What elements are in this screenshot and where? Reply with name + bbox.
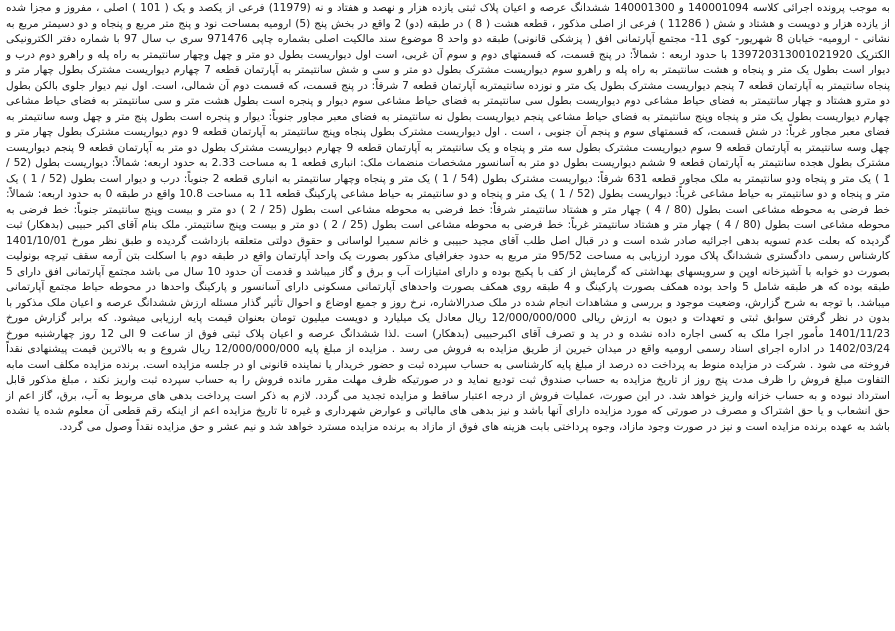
notice-body-text: به موجب پرونده اجرائی کلاسه 140001094 و 140001300 ششدانگ عرصه و اعیان پلاک ثبتی یازده هزار و نهصد و هفتاد و نه (11979) فرعی از یکصد و یک ( 101 ) اصلی ، مفروز و مجزا شده از یازده هزار و دویست و هشتاد و شش ( 11286 ) فرعی از اصلی مذکور ، قطعه هشت ( 8 ) در طبقه (دو) 2 واقع در بخش پنج (5) ارومیه بمساحت نود و پنج متر مربع و پنجاه و دو دسیمتر مربع به نشانی - ارومیه- خیابان 8 شهریور- کوی 11- مجتمع آپارتمانی افق ( پزشکی قانونی) طبقه دو واحد 8 موضوع سند مالکیت اصلی بشماره چاپی 971476 سری ب سال 97 با شماره دفتر الکترونیکی الکتریک 139720313001021920 با حدود اربعه : شمالاً: در پنج قسمت، که قسمتهای دوم و سوم آن غربی، است اول دیواریست بطول دو متر و چهل وچهار سانتیمتر به راه پله و راهرو دوم درب و دیوار است بطول یک متر و پنجاه و هشت سانتیمتر به راه پله و راهرو سوم دیواریست مشترک بطول دو متر و سی و شش سانتیمتر به آپارتمان قطعه 7 چهارم دیواریست مشترک بطول چهار متر و پنجاه سانتیمتر به آپارتمان قطعه 7 پنجم دیواریست مشترک بطول یک متر و نوزده سانتیمتربه آپارتمان قطعه 7 شرقاً: در پنج قسمت، که قسمت دوم آن شمالی، است. اول نیم دیوار جلوی بالکن بطول دو مترو هشتاد و چهار سانتیمتر به فضای حیاط مشاعی دوم دیواریست بطول سی سانتیمتر به فضای حیاط مشاعی سوم دیوار و پنجره است بطول هشت متر و سی سانتیمتر به فضای حیاط مشاعی چهارم دیواریست بطول یک متر و پنجاه وپنج سانتیمتر به فضای حیاط مشاعی پنجم دیواریست بطول نه سانتیمتر به فضای معبر مجاور جنوباً: دیوار و پنجره است بطول پنج متر و چهل وسه سانتیمتر به فضای معبر مجاور غرباً: در شش قسمت، که قسمتهای سوم و پنجم آن جنوبی ، است . اول دیواریست مشترک بطول پنجاه وپنج سانتیمتر به آپارتمان قطعه 9 دوم دیواریست مشترک بطول چهار متر و چهل وسه سانتیمتر به آپارتمان قطعه 9 سوم دیواریست مشترک بطول سه متر و پنجاه و یک سانتیمتر به آپارتمان قطعه 9 چهارم دیواریست مشترک بطول دو متر به آپارتمان قطعه 9 پنجم دیواریست مشترک بطول هجده سانتیمتر به آپارتمان قطعه 9 ششم دیواریست بطول دو متر به آسانسور مشخصات منضمات ملک: انباری قطعه 1 به مساحت 2.33 به حدود اربعه: شمالاً: دیواریست بطول (52 / 1 ) یک متر و پنجاه ودو سانتیمتر به ملک مجاور قطعه 631 شرقاً: دیواریست مشترک بطول (54 / 1 ) یک متر و پنجاه وچهار سانتیمتر به انباری قطعه 2 جنوباً: درب و دیوار است بطول (52 / 1 ) یک متر و پنجاه و دو سانتیمتر به حیاط مشاعی غرباً: دیواریست بطول (52 / 1 ) یک متر و پنجاه و دو سانتیمتر به حیاط مشاعی پارکینگ قطعه 11 به مساحت 10.8 واقع در طبقه 0 به حدود اربعه: شمالاً: خط فرضی به محوطه مشاعی است بطول (80 / 4 ) چهار متر و هشتاد سانتیمتر شرقاً: خط فرضی به محوطه مشاعی است بطول (25 / 2 ) دو متر و بیست وپنج سانتیمتر جنوباً: خط فرضی به محوطه مشاعی است بطول (80 / 4 ) چهار متر و هشتاد سانتیمتر غرباً: خط فرضی به محوطه مشاعی است بطول (25 / 2 ) دو متر و بیست وپنج سانتیمتر. ملک بنام آقای اکبر حبیبی (بدهکار) ثبت گردیده که بعلت عدم تسویه بدهی اجرائیه صادر شده است و در قبال اصل طلب آقای مجید حبیبی و خانم سمیرا لواسانی و حقوق دولتی متعلقه بازداشت گردیده و طبق نظر مورخ 1401/10/01 کارشناس رسمی دادگستری ششدانگ پلاک مورد ارزیابی به مساحت 95/52 متر مربع به حدود جغرافیای مذکور بصورت یک واحد آپارتمان واقع در طبقه دوم با اسکلت بتن آرمه سقف تیرچه بونولیت بصورت دو خوابه با آشپزخانه اوپن و سرویسهای بهداشتی که گرمایش از کف با پکیج بوده و دارای امتیازات آب و برق و گاز میباشد و قدمت آن حدود 10 سال می باشد مجتمع آپارتمانی افق دارای 5 طبقه بوده که هر طبقه شامل 5 واحد بوده همکف بصورت پارکینگ و 4 طبقه روی همکف بصورت واحدهای آپارتمانی مسکونی دارای آسانسور و پارکینگ واحدها در محوطه حیاط مجتمع آپارتمانی میباشد. با توجه به شرح گزارش، وضعیت موجود و بررسی و مشاهدات انجام شده در ملک صدرالاشاره، نرخ روز و جمیع اوضاع و احوال تأثیر گذار مسئله ارزش ششدانگ عرصه و اعیان ملک مذکور با بدون در نظر گرفتن سوابق ثبتی و تعهدات و دیون به ارزش ریالی 12/000/000/000 ریال معادل یک میلیارد و دویست میلیون تومان بعنوان قیمت پایه ارزیابی میشود. که برابر گزارش مورخ 1401/11/23 مأمور اجرا ملک به کسی اجاره داده نشده و در ید و تصرف آقای اکبرحبیبی (بدهکار) است .لذا ششدانگ عرصه و اعیان پلاک ثبتی فوق از ساعت 9 الی 12 روز چهارشنبه مورخ 1402/03/24 در اداره اجرای اسناد رسمی ارومیه واقع در میدان خیرین از طریق مزایده به فروش می رسد . مزایده از مبلغ پایه 12/000/000/000 ریال شروع و به بالاترین قیمت پیشنهادی نقداً فروخته می شود . شرکت در مزایده منوط به پرداخت ده درصد از مبلغ پایه کارشناسی به حساب سپرده ثبت و حضور خریدار یا نماینده قانونی او در جلسه مزایده است. برنده مزایده مکلف است مابه التفاوت مبلغ فروش را ظرف مدت پنج روز از تاریخ مزایده به حساب صندوق ثبت تودیع نماید و در صورتیکه ظرف مهلت مقرر مانده فروش را به حساب سپرده ثبت واریز نکند ، مبلغ مذکور قابل استرداد نبوده و به حساب خزانه واریز خواهد شد. در این صورت، عملیات فروش از درجه اعتبار ساقط و مزایده تجدید می گردد. لازم به ذکر است پرداخت بدهی های مربوط به آب، برق، گاز اعم از حق انشعاب و یا حق اشتراک و مصرف در صورتی که مورد مزایده دارای آنها باشد و نیز بدهی های مالیاتی و عوارض شهرداری و غیره تا تاریخ مزایده اعم از اینکه رقم قطعی آن معلوم شده یا نشده باشد به عهده برنده مزایده است و نیز در صورت وجود مازاد، وجوه پرداختی بابت هزینه های فوق از مازاد به برنده مزایده مسترد خواهد شد و نیم عشر و حق مزایده نقداً وصول می گردد. [6,2,891,433]
